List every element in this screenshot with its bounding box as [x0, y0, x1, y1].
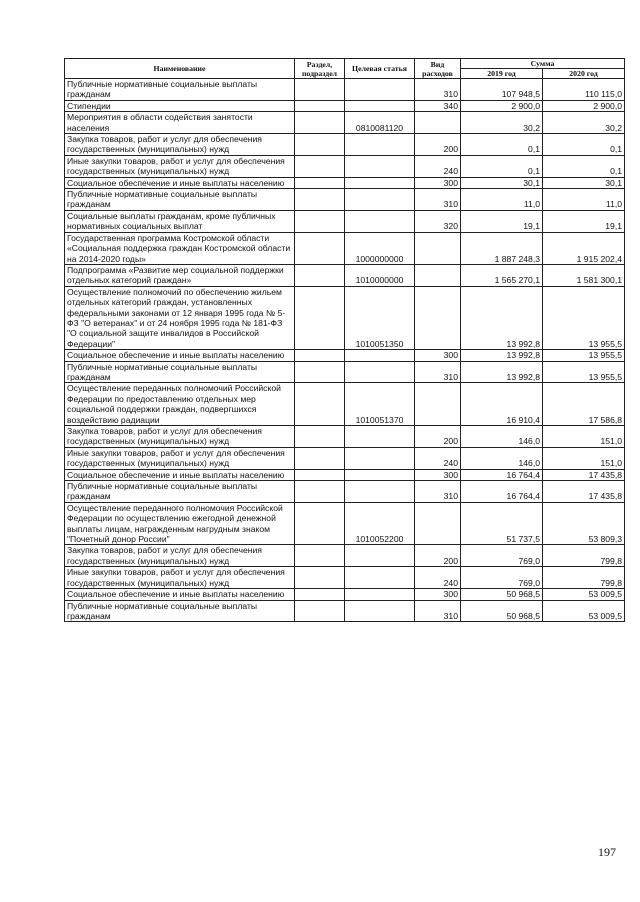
cell-2019: 50 968,5 [461, 600, 543, 622]
cell-section [295, 189, 345, 211]
cell-2020: 53 009,5 [543, 589, 625, 600]
header-year-2020: 2020 год [543, 69, 625, 79]
cell-2020: 53 809,3 [543, 502, 625, 545]
cell-target [345, 177, 415, 188]
cell-target [345, 79, 415, 101]
cell-section [295, 112, 345, 134]
header-section: Раздел, подраздел [295, 59, 345, 79]
table-row [65, 189, 625, 211]
cell-target [345, 134, 415, 156]
table-row [65, 286, 625, 349]
header-year-2019: 2019 год [461, 69, 543, 79]
cell-name: Публичные нормативные социальные выплаты гражданам [65, 79, 295, 101]
cell-name: Закупка товаров, работ и услуг для обеспечения государственных (муниципальных) нужд [65, 545, 295, 567]
cell-name: Публичные нормативные социальные выплаты гражданам [65, 600, 295, 622]
cell-2019: 51 737,5 [461, 502, 543, 545]
cell-2019: 13 992,8 [461, 361, 543, 383]
cell-section [295, 481, 345, 503]
cell-type: 200 [415, 134, 461, 156]
table-row [65, 589, 625, 600]
cell-target [345, 447, 415, 469]
table-row [65, 100, 625, 111]
cell-section [295, 361, 345, 383]
cell-target: 1010000000 [345, 264, 415, 286]
cell-section [295, 100, 345, 111]
cell-target [345, 426, 415, 448]
cell-target: 1010051350 [345, 286, 415, 349]
header-sum: Сумма [461, 59, 625, 69]
cell-type [415, 264, 461, 286]
cell-type: 310 [415, 600, 461, 622]
cell-2019: 11,0 [461, 189, 543, 211]
cell-2019: 146,0 [461, 447, 543, 469]
cell-2020: 53 009,5 [543, 600, 625, 622]
cell-section [295, 600, 345, 622]
header-name: Наименование [65, 59, 295, 79]
cell-section [295, 447, 345, 469]
cell-type: 310 [415, 189, 461, 211]
page-number: 197 [598, 845, 616, 859]
cell-2019: 19,1 [461, 210, 543, 232]
table-row [65, 210, 625, 232]
cell-target [345, 545, 415, 567]
table-row [65, 79, 625, 101]
cell-2020: 151,0 [543, 426, 625, 448]
cell-section [295, 155, 345, 177]
cell-type: 240 [415, 155, 461, 177]
cell-section [295, 286, 345, 349]
table-row [65, 481, 625, 503]
cell-type [415, 502, 461, 545]
cell-section [295, 134, 345, 156]
cell-target [345, 210, 415, 232]
cell-2019: 30,2 [461, 112, 543, 134]
cell-target [345, 361, 415, 383]
cell-target: 1010051370 [345, 383, 415, 426]
cell-name: Социальное обеспечение и иные выплаты населению [65, 469, 295, 480]
cell-name: Закупка товаров, работ и услуг для обеспечения государственных (муниципальных) нужд [65, 134, 295, 156]
cell-name: Осуществление переданных полномочий Российской Федерации по предоставлению отдельных мер социальной поддержки граждан, подвергшихся воздействию радиации [65, 383, 295, 426]
table-row [65, 361, 625, 383]
cell-2020: 17 435,8 [543, 481, 625, 503]
cell-name: Подпрограмма «Развитие мер социальной поддержки отдельных категорий граждан» [65, 264, 295, 286]
cell-2019: 2 900,0 [461, 100, 543, 111]
cell-2019: 16 764,4 [461, 469, 543, 480]
table-row [65, 350, 625, 361]
cell-type: 200 [415, 545, 461, 567]
table-row [65, 264, 625, 286]
cell-section [295, 426, 345, 448]
cell-2020: 17 586,8 [543, 383, 625, 426]
cell-2020: 799,8 [543, 567, 625, 589]
cell-type [415, 112, 461, 134]
cell-2020: 2 900,0 [543, 100, 625, 111]
cell-2020: 1 915 202,4 [543, 232, 625, 264]
cell-section [295, 264, 345, 286]
budget-table [64, 58, 625, 622]
header-type: Вид расходов [415, 59, 461, 79]
cell-name: Публичные нормативные социальные выплаты гражданам [65, 481, 295, 503]
cell-target [345, 589, 415, 600]
cell-type: 310 [415, 79, 461, 101]
cell-type: 300 [415, 469, 461, 480]
table-row [65, 232, 625, 264]
cell-2019: 769,0 [461, 545, 543, 567]
cell-2020: 13 955,5 [543, 350, 625, 361]
table-row [65, 567, 625, 589]
cell-2020: 19,1 [543, 210, 625, 232]
cell-2020: 110 115,0 [543, 79, 625, 101]
table-row [65, 545, 625, 567]
cell-target: 1010052200 [345, 502, 415, 545]
cell-section [295, 589, 345, 600]
cell-2020: 0,1 [543, 155, 625, 177]
cell-section [295, 567, 345, 589]
cell-2019: 16 764,4 [461, 481, 543, 503]
cell-section [295, 79, 345, 101]
cell-type: 200 [415, 426, 461, 448]
table-row [65, 177, 625, 188]
cell-type [415, 383, 461, 426]
cell-name: Государственная программа Костромской области «Социальная поддержка граждан Костромской области на 2014-2020 годы» [65, 232, 295, 264]
cell-type [415, 286, 461, 349]
table-row [65, 112, 625, 134]
cell-type: 310 [415, 481, 461, 503]
cell-2020: 13 955,5 [543, 286, 625, 349]
cell-2019: 13 992,8 [461, 350, 543, 361]
table-row [65, 134, 625, 156]
cell-2019: 30,1 [461, 177, 543, 188]
cell-2020: 13 955,5 [543, 361, 625, 383]
table-row [65, 600, 625, 622]
cell-2020: 11,0 [543, 189, 625, 211]
cell-2020: 151,0 [543, 447, 625, 469]
cell-name: Иные закупки товаров, работ и услуг для обеспечения государственных (муниципальных) нужд [65, 447, 295, 469]
cell-section [295, 545, 345, 567]
cell-2019: 1 887 248,3 [461, 232, 543, 264]
cell-2020: 30,1 [543, 177, 625, 188]
cell-2020: 0,1 [543, 134, 625, 156]
cell-target [345, 567, 415, 589]
cell-section [295, 383, 345, 426]
cell-2020: 17 435,8 [543, 469, 625, 480]
cell-2019: 0,1 [461, 155, 543, 177]
cell-2019: 50 968,5 [461, 589, 543, 600]
table-row [65, 469, 625, 480]
cell-section [295, 210, 345, 232]
table-row [65, 447, 625, 469]
cell-target [345, 469, 415, 480]
table-row [65, 502, 625, 545]
cell-section [295, 232, 345, 264]
cell-name: Публичные нормативные социальные выплаты гражданам [65, 189, 295, 211]
cell-2019: 16 910,4 [461, 383, 543, 426]
cell-type: 300 [415, 177, 461, 188]
cell-section [295, 502, 345, 545]
cell-name: Мероприятия в области содействия занятости населения [65, 112, 295, 134]
cell-type: 240 [415, 567, 461, 589]
table-row [65, 383, 625, 426]
cell-2020: 30,2 [543, 112, 625, 134]
cell-target [345, 600, 415, 622]
cell-2019: 13 992,8 [461, 286, 543, 349]
cell-name: Иные закупки товаров, работ и услуг для обеспечения государственных (муниципальных) нужд [65, 567, 295, 589]
cell-section [295, 177, 345, 188]
cell-section [295, 350, 345, 361]
cell-type: 300 [415, 350, 461, 361]
cell-2020: 1 581 300,1 [543, 264, 625, 286]
cell-2019: 0,1 [461, 134, 543, 156]
cell-2019: 146,0 [461, 426, 543, 448]
cell-target [345, 155, 415, 177]
cell-name: Осуществление полномочий по обеспечению жильем отдельных категорий граждан, установленных федеральными законами от 12 января 1995 года № 5-ФЗ "О ветеранах" и от 24 ноября 1995 года № 181-ФЗ "О социальной защите инвалидов в Российской Федерации" [65, 286, 295, 349]
cell-target [345, 350, 415, 361]
cell-2019: 1 565 270,1 [461, 264, 543, 286]
cell-type: 340 [415, 100, 461, 111]
cell-name: Закупка товаров, работ и услуг для обеспечения государственных (муниципальных) нужд [65, 426, 295, 448]
cell-target [345, 100, 415, 111]
cell-name: Публичные нормативные социальные выплаты гражданам [65, 361, 295, 383]
cell-name: Социальные выплаты гражданам, кроме публичных нормативных социальных выплат [65, 210, 295, 232]
cell-target: 1000000000 [345, 232, 415, 264]
cell-target [345, 481, 415, 503]
cell-2019: 769,0 [461, 567, 543, 589]
cell-2020: 799,8 [543, 545, 625, 567]
header-row [65, 59, 625, 69]
cell-name: Иные закупки товаров, работ и услуг для обеспечения государственных (муниципальных) нужд [65, 155, 295, 177]
cell-name: Стипендии [65, 100, 295, 111]
cell-name: Социальное обеспечение и иные выплаты населению [65, 589, 295, 600]
cell-type: 310 [415, 361, 461, 383]
cell-target [345, 189, 415, 211]
table-row [65, 155, 625, 177]
cell-target: 0810081120 [345, 112, 415, 134]
cell-2019: 107 948,5 [461, 79, 543, 101]
table-row [65, 426, 625, 448]
cell-section [295, 469, 345, 480]
cell-name: Осуществление переданного полномочия Российской Федерации по осуществлению ежегодной денежной выплаты лицам, награжденным нагрудным знаком "Почетный донор России" [65, 502, 295, 545]
cell-type: 300 [415, 589, 461, 600]
cell-name: Социальное обеспечение и иные выплаты населению [65, 350, 295, 361]
cell-type: 320 [415, 210, 461, 232]
cell-name: Социальное обеспечение и иные выплаты населению [65, 177, 295, 188]
header-target: Целевая статья [345, 59, 415, 79]
table-body [65, 79, 625, 622]
cell-type: 240 [415, 447, 461, 469]
cell-type [415, 232, 461, 264]
